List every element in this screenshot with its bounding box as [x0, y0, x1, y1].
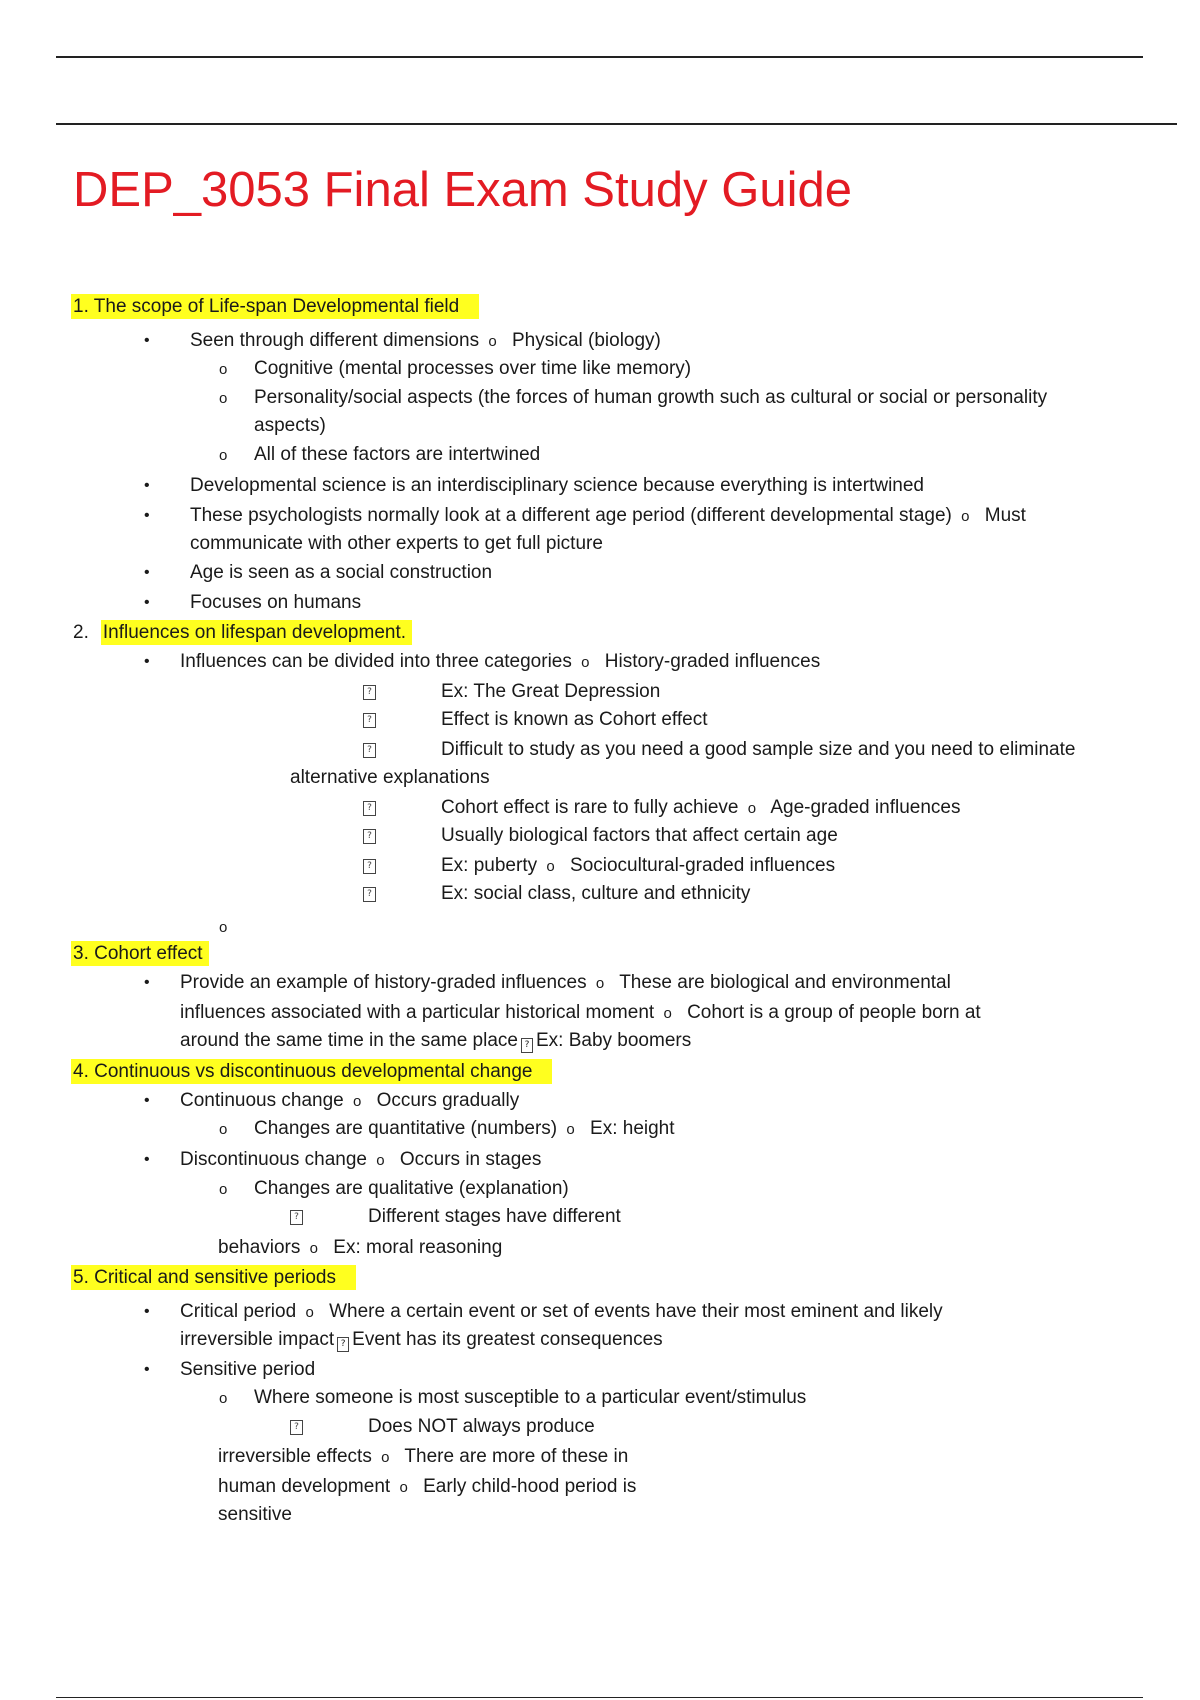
- list-item-continuation: behaviors o Ex: moral reasoning: [218, 1237, 503, 1258]
- bullet: •: [144, 1303, 150, 1320]
- circle-bullet: o: [219, 1390, 228, 1407]
- circle-bullet: o: [219, 447, 228, 464]
- list-item: Usually biological factors that affect certain age: [441, 825, 838, 846]
- list-item-continuation: aspects): [254, 415, 326, 436]
- list-item: Sensitive period: [180, 1359, 316, 1380]
- top-rule: [56, 56, 1143, 58]
- circle-bullet: o: [219, 390, 228, 407]
- box-glyph: ?: [363, 887, 376, 902]
- section-5-heading: 5. Critical and sensitive periods: [73, 1265, 356, 1291]
- bullet: •: [144, 1361, 150, 1378]
- circle-bullet: o: [219, 361, 228, 378]
- section-2-heading: 2. Influences on lifespan development.: [73, 620, 412, 646]
- list-item-continuation: irreversible effects o There are more of these in: [218, 1446, 629, 1467]
- bullet: •: [144, 594, 150, 611]
- list-item-continuation: around the same time in the same place ? Ex: Baby boomers: [180, 1030, 692, 1051]
- box-glyph: ?: [363, 859, 376, 874]
- list-item-continuation: influences associated with a particular historical moment o Cohort is a group of people born at: [180, 1002, 981, 1023]
- list-item: Personality/social aspects (the forces of human growth such as cultural or social or personality: [254, 387, 1048, 408]
- box-glyph: ?: [363, 713, 376, 728]
- list-item: Cognitive (mental processes over time like memory): [254, 358, 692, 379]
- bullet: •: [144, 507, 150, 524]
- list-item: Does NOT always produce: [368, 1416, 595, 1437]
- list-item: Changes are qualitative (explanation): [254, 1178, 569, 1199]
- list-item: Effect is known as Cohort effect: [441, 709, 708, 730]
- bullet: •: [144, 1092, 150, 1109]
- list-item: Ex: social class, culture and ethnicity: [441, 883, 751, 904]
- box-glyph: ?: [290, 1420, 303, 1435]
- list-item: Cohort effect is rare to fully achieve o Age-graded influences: [441, 797, 961, 818]
- bullet: •: [144, 653, 150, 670]
- box-glyph: ?: [363, 685, 376, 700]
- list-item: Focuses on humans: [190, 592, 362, 613]
- list-item: Continuous change o Occurs gradually: [180, 1090, 520, 1111]
- list-item: All of these factors are intertwined: [254, 444, 541, 465]
- list-item: Ex: puberty o Sociocultural-graded influences: [441, 855, 836, 876]
- box-glyph: ?: [290, 1210, 303, 1225]
- list-item-continuation: communicate with other experts to get full picture: [190, 533, 603, 554]
- box-glyph: ?: [363, 801, 376, 816]
- list-item: Changes are quantitative (numbers) o Ex: height: [254, 1118, 675, 1139]
- list-item: Where someone is most susceptible to a particular event/stimulus: [254, 1387, 807, 1408]
- section-1-heading: 1. The scope of Life-span Developmental field: [73, 294, 479, 320]
- bullet: •: [144, 477, 150, 494]
- circle-bullet: o: [219, 1121, 228, 1138]
- bullet: •: [144, 332, 150, 349]
- list-item: Difficult to study as you need a good sample size and you need to eliminate: [441, 739, 1076, 760]
- bottom-rule: [56, 1697, 1143, 1698]
- section-3-heading: 3. Cohort effect: [73, 941, 209, 967]
- list-item: Seen through different dimensions o Physical (biology): [190, 330, 661, 351]
- list-item: Age is seen as a social construction: [190, 562, 493, 583]
- page-title: DEP_3053 Final Exam Study Guide: [73, 163, 852, 217]
- list-item: These psychologists normally look at a different age period (different developmental stage) o Must: [190, 505, 1026, 526]
- list-item-continuation: human development o Early child-hood period is: [218, 1476, 637, 1497]
- list-item: Provide an example of history-graded influences o These are biological and environmental: [180, 972, 951, 993]
- list-item: Developmental science is an interdisciplinary science because everything is intertwined: [190, 475, 924, 496]
- bullet: •: [144, 974, 150, 991]
- list-item-continuation: alternative explanations: [290, 767, 490, 788]
- list-item: Discontinuous change o Occurs in stages: [180, 1149, 542, 1170]
- section-4-heading: 4. Continuous vs discontinuous developmental change: [73, 1059, 552, 1085]
- list-item: Influences can be divided into three categories o History-graded influences: [180, 651, 821, 672]
- second-rule: [56, 123, 1177, 125]
- box-glyph: ?: [363, 743, 376, 758]
- list-item: Ex: The Great Depression: [441, 681, 661, 702]
- list-item-continuation: sensitive: [218, 1504, 292, 1525]
- list-item: Different stages have different: [368, 1206, 621, 1227]
- circle-bullet: o: [219, 1181, 228, 1198]
- list-item-continuation: irreversible impact ? Event has its greatest consequences: [180, 1329, 663, 1350]
- bullet: •: [144, 564, 150, 581]
- box-glyph: ?: [363, 829, 376, 844]
- circle-bullet: o: [219, 919, 228, 936]
- bullet: •: [144, 1151, 150, 1168]
- list-item: Critical period o Where a certain event or set of events have their most eminent and likely: [180, 1301, 943, 1322]
